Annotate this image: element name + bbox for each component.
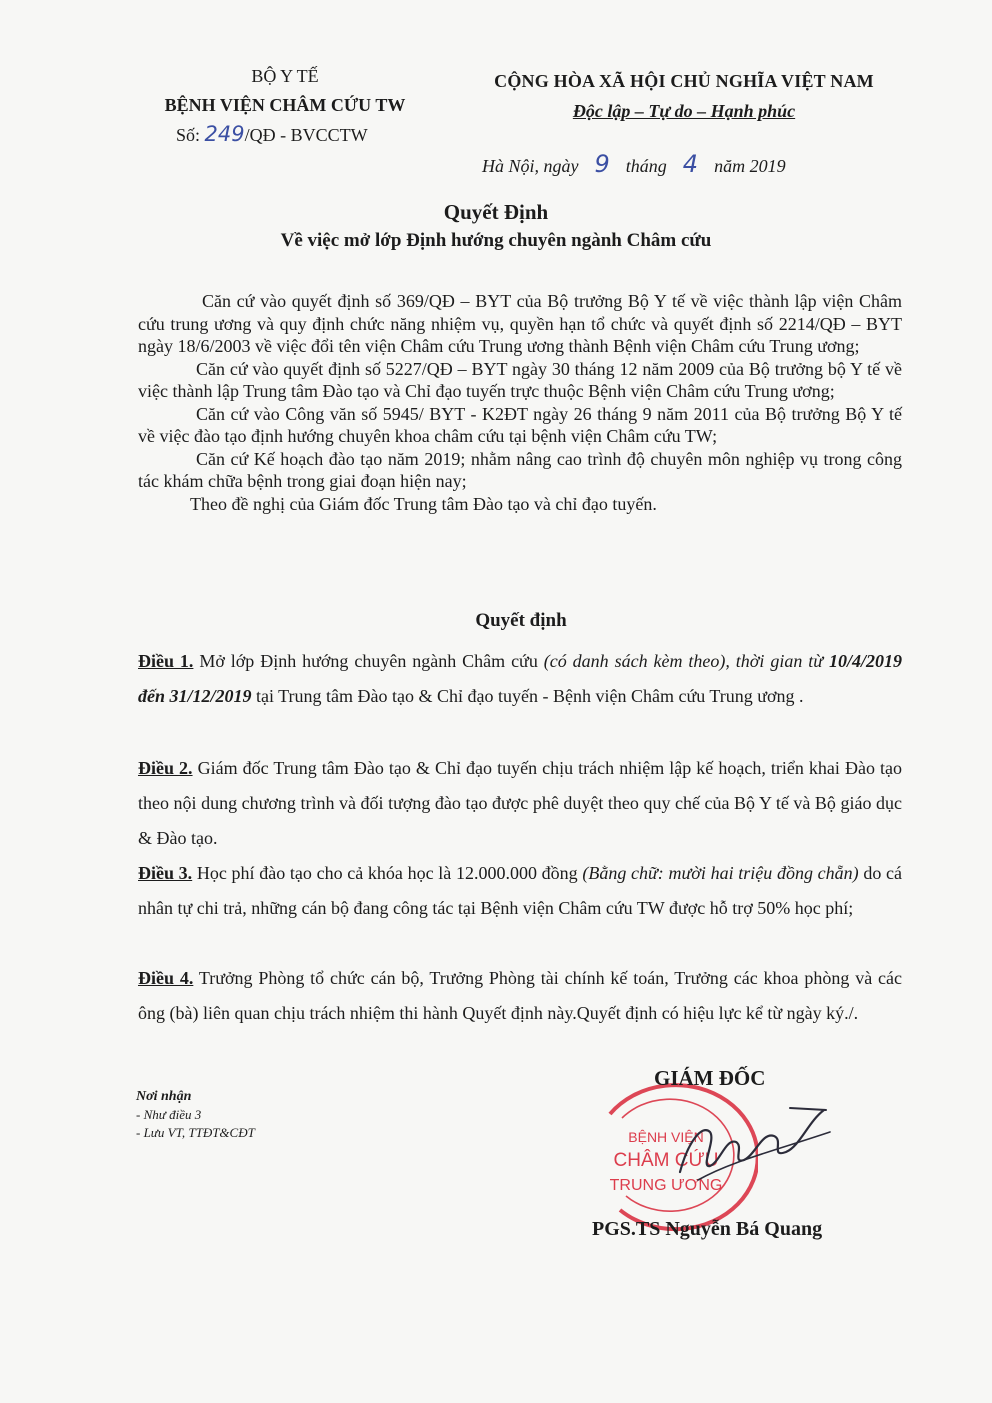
hospital-name: BỆNH VIỆN CHÂM CỨU TW: [164, 95, 406, 115]
number-handwritten: 249: [204, 122, 245, 146]
signer-name: PGS.TS Nguyễn Bá Quang: [592, 1218, 823, 1240]
recipients: [136, 1088, 255, 1142]
decision-heading: Quyết định: [475, 610, 567, 631]
preamble: [138, 290, 902, 515]
handwritten-signature: [640, 1102, 840, 1192]
article-text: Giám đốc Trung tâm Đào tạo & Chỉ đạo tuyến chịu trách nhiệm lập kế hoạch, triển khai Đào tạo theo nội dung chương trình và đối tượng đào tạo được phê duyệt theo quy chế của Bộ Y tế và Bộ giáo dục & Đào tạo.: [138, 758, 902, 848]
article-1: [138, 644, 902, 714]
article-text: Mở lớp Định hướng chuyên ngành Châm cứu: [193, 651, 544, 671]
article-text: Trưởng Phòng tổ chức cán bộ, Trưởng Phòng tài chính kế toán, Trưởng các khoa phòng và các ông (bà) liên quan chịu trách nhiệm thi hành Quyết định này.Quyết định có hiệu lực kể từ ngày ký./.: [138, 968, 902, 1023]
document-number: [120, 120, 450, 150]
national-motto: Độc lập – Tự do – Hạnh phúc: [572, 101, 796, 121]
preamble-paragraph: Căn cứ Kế hoạch đào tạo năm 2019; nhằm nâng cao trình độ chuyên môn nghiệp vụ trong công tác khám chữa bệnh trong giai đoạn hiện nay;: [138, 448, 902, 491]
article-label: Điều 1.: [138, 651, 194, 671]
seal-line-1: BỆNH VIỆN: [628, 1129, 704, 1145]
ministry-name: BỘ Y TẾ: [251, 66, 319, 86]
date-year: năm 2019: [714, 156, 786, 176]
preamble-paragraph: Căn cứ vào quyết định số 5227/QĐ – BYT ngày 30 tháng 12 năm 2009 của Bộ trưởng bộ Y tế về việc thành lập Trung tâm Đào tạo và Chỉ đạo tuyến trực thuộc Bệnh viện Châm cứu Trung ương;: [138, 358, 902, 401]
article-2: [138, 751, 902, 856]
article-italic: (Bằng chữ: mười hai triệu đồng chẵn): [582, 863, 859, 883]
document-title: Quyết Định: [443, 200, 549, 224]
preamble-paragraph: Căn cứ vào Công văn số 5945/ BYT - K2ĐT ngày 26 tháng 9 năm 2011 của Bộ trưởng Bộ Y tế về việc đào tạo định hướng chuyên khoa châm cứu tại bệnh viện Châm cứu TW;: [138, 403, 902, 446]
date-prefix: Hà Nội, ngày: [482, 156, 579, 176]
nation-name: CỘNG HÒA XÃ HỘI CHỦ NGHĨA VIỆT NAM: [494, 71, 874, 91]
recipient-item: - Như điều 3: [136, 1107, 202, 1122]
issue-date: [482, 150, 786, 178]
signer-title: GIÁM ĐỐC: [654, 1066, 766, 1090]
article-text: do cá nhân tự chi trả, những cán bộ đang công tác tại Bệnh viện Châm cứu TW được hỗ trợ 50% học phí;: [138, 863, 902, 918]
recipient-item: - Lưu VT, TTĐT&CĐT: [136, 1125, 255, 1140]
document-subject: Về việc mở lớp Định hướng chuyên ngành Châm cứu: [280, 230, 712, 251]
date-day: 9: [594, 150, 610, 178]
article-text: tại Trung tâm Đào tạo & Chỉ đạo tuyến - Bệnh viện Châm cứu Trung ương .: [251, 686, 804, 706]
article-3: [138, 856, 902, 926]
recipients-heading: Nơi nhận: [136, 1089, 192, 1104]
article-label: Điều 4.: [138, 968, 194, 988]
number-suffix: /QĐ - BVCCTW: [244, 125, 368, 145]
issuer-block: [120, 62, 450, 150]
article-text: Học phí đào tạo cho cả khóa học là 12.000.000 đồng: [192, 863, 583, 883]
seal-line-3: TRUNG ƯƠNG: [609, 1177, 723, 1194]
article-italic: (có danh sách kèm theo), thời gian từ: [543, 651, 824, 671]
preamble-paragraph: Căn cứ vào quyết định số 369/QĐ – BYT của Bộ trưởng Bộ Y tế về việc thành lập viện Châm cứu trung ương và quy định chức năng nhiệm vụ, quyền hạn tổ chức và quyết định số 2214/QĐ – BYT ngày 18/6/2003 về việc đổi tên viện Châm cứu Trung ương thành Bệnh viện Châm cứu Trung ương;: [138, 291, 902, 356]
article-label: Điều 2.: [138, 758, 193, 778]
preamble-paragraph: Theo đề nghị của Giám đốc Trung tâm Đào tạo và chỉ đạo tuyến.: [190, 493, 657, 514]
seal-line-2: CHÂM CỨU: [613, 1150, 719, 1171]
number-prefix: Số:: [176, 125, 201, 145]
article-dates: 10/4/2019 đến 31/12/2019: [138, 651, 903, 706]
article-4: [138, 961, 902, 1031]
national-header: [470, 66, 898, 126]
date-month: 4: [682, 150, 699, 178]
date-month-label: tháng: [625, 156, 667, 176]
article-label: Điều 3.: [138, 863, 193, 883]
